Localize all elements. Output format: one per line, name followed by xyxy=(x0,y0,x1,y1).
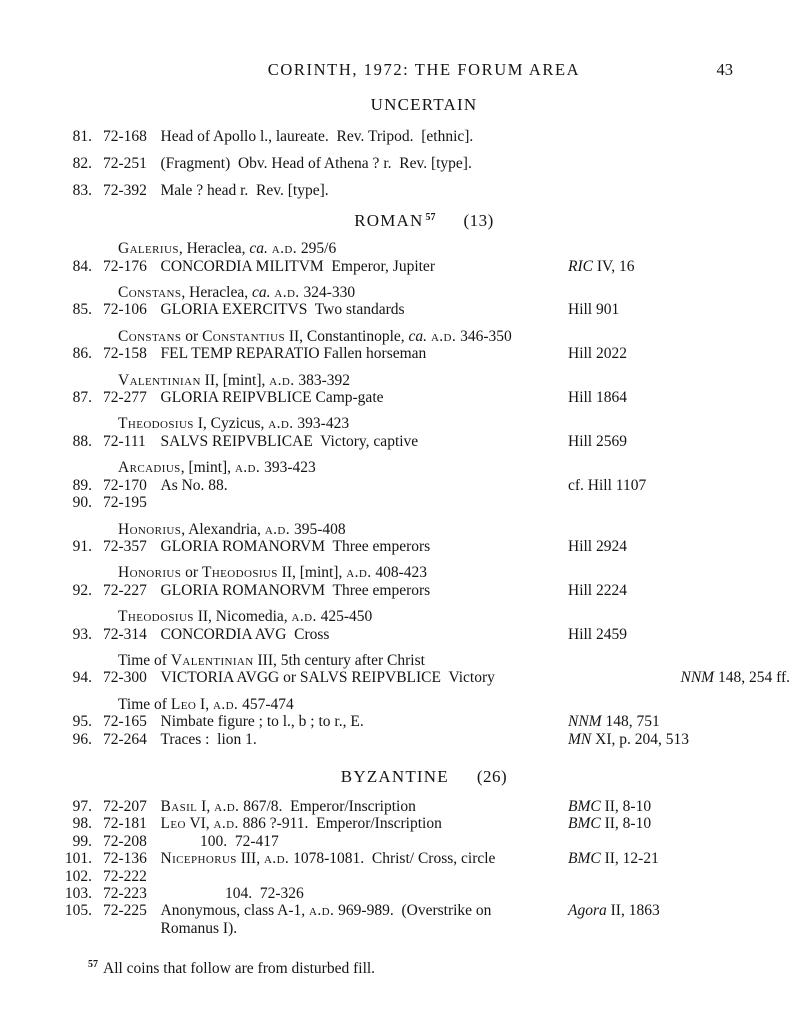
smallcaps-text: a.d. xyxy=(263,850,290,868)
plain-text: II, [mint], xyxy=(200,371,270,389)
entry-inventory-code: 72-176 xyxy=(103,257,147,275)
plain-text: 867/8. Emperor/Inscription xyxy=(239,797,416,815)
entry-row xyxy=(58,815,790,832)
italic-text: Agora xyxy=(568,902,607,920)
plain-text: VICTORIA AVGG or SALVS REIPVBLICE Victory xyxy=(160,669,495,687)
entry-reference xyxy=(568,850,792,867)
entry-inventory-code: 72-225 xyxy=(103,902,147,920)
plain-text: 1078-1081. Christ/ Cross, circle xyxy=(289,850,496,868)
plain-text: Hill 2459 xyxy=(568,625,627,643)
smallcaps-text: a.d. xyxy=(274,284,300,302)
entry-reference xyxy=(568,155,792,172)
italic-text: MN xyxy=(568,730,592,748)
plain-text: I, xyxy=(196,695,213,713)
entry-number: 82. xyxy=(72,154,92,172)
entry-row xyxy=(58,902,790,919)
plain-text: , Heraclea, xyxy=(178,240,250,258)
entry-description xyxy=(160,713,568,730)
entry-inventory-code: 72-207 xyxy=(103,797,147,815)
section-count: (26) xyxy=(476,766,508,786)
entry-reference xyxy=(568,815,792,832)
page-number: 43 xyxy=(716,60,733,79)
entry-description xyxy=(160,902,568,919)
entry-number: 99. xyxy=(72,832,92,850)
plain-text: I, xyxy=(197,797,215,815)
plain-text: 425-450 xyxy=(316,608,373,626)
smallcaps-text: a.d. xyxy=(268,415,294,433)
entry-number xyxy=(58,920,92,937)
italic-text: BMC xyxy=(568,850,601,868)
smallcaps-text: Arcadius xyxy=(118,459,181,477)
entry-row xyxy=(58,345,790,362)
entry-reference xyxy=(568,538,792,555)
entry-row xyxy=(58,669,790,686)
plain-text: Time of xyxy=(118,695,171,713)
entry-inventory-code xyxy=(92,920,160,937)
smallcaps-text: Galerius xyxy=(118,240,179,258)
entry-number: 91. xyxy=(72,537,92,555)
smallcaps-text: a.d. xyxy=(212,695,239,713)
plain-text: 393-423 xyxy=(260,459,316,477)
plain-text: Traces : lion 1. xyxy=(160,730,257,748)
entry-description xyxy=(160,182,568,199)
smallcaps-text: a.d. xyxy=(214,797,240,815)
plain-text: 295/6 xyxy=(297,240,337,258)
plain-text: 393-423 xyxy=(293,415,350,433)
plain-text: GLORIA REIPVBLICE Camp-gate xyxy=(160,389,384,407)
entry-number: 84. xyxy=(72,257,92,275)
plain-text: 148, 751 xyxy=(601,713,660,731)
entry-description xyxy=(160,582,568,599)
entry-inventory-code: 72-227 xyxy=(103,581,147,599)
section-roman xyxy=(58,211,790,748)
entry-row xyxy=(58,128,790,145)
plain-text: GLORIA ROMANORVM Three emperors xyxy=(160,581,431,599)
entry-reference xyxy=(568,389,792,406)
plain-text: II, Nicomedia, xyxy=(193,608,292,626)
entry-reference xyxy=(568,868,792,885)
entry-inventory-code: 72-170 xyxy=(103,476,147,494)
section-heading-label: UNCERTAIN xyxy=(370,95,478,114)
entry-reference xyxy=(568,626,792,643)
entry-row xyxy=(58,155,790,172)
plain-text: SALVS REIPVBLICAE Victory, captive xyxy=(160,432,419,450)
entry-number: 95. xyxy=(72,713,92,731)
plain-text: CONCORDIA AVG Cross xyxy=(160,625,330,643)
smallcaps-text: a.d. xyxy=(430,327,457,345)
smallcaps-text: a.d. xyxy=(291,608,317,626)
entry-number: 83. xyxy=(72,181,92,199)
entry-number: 97. xyxy=(72,797,92,815)
section-heading xyxy=(58,767,790,787)
smallcaps-text: Honorius xyxy=(118,520,182,538)
footnote-text: All coins that follow are from disturbed fill. xyxy=(103,960,376,978)
entry-row xyxy=(58,582,790,599)
entry-number: 88. xyxy=(72,432,92,450)
entry-reference xyxy=(568,731,792,748)
entry-reference xyxy=(568,258,792,275)
plain-text: Hill 2569 xyxy=(568,432,627,450)
entry-description xyxy=(160,885,568,902)
smallcaps-text: Constantius xyxy=(202,327,285,345)
entry-description xyxy=(160,433,568,450)
entry-inventory-code: 72-111 xyxy=(103,432,146,450)
entry-description xyxy=(160,389,568,406)
entry-row xyxy=(58,885,790,902)
entry-reference xyxy=(568,798,792,815)
entry-inventory-code: 72-222 xyxy=(103,867,147,885)
plain-text: 104. 72-326 xyxy=(225,885,304,902)
smallcaps-text: Theodosius xyxy=(118,608,194,626)
section-uncertain xyxy=(58,95,790,199)
issuer-line xyxy=(118,328,790,345)
smallcaps-text: Valentinian xyxy=(170,651,254,669)
entry-reference xyxy=(568,885,792,902)
entry-inventory-code: 72-223 xyxy=(103,885,147,902)
italic-text: NNM xyxy=(568,713,602,731)
entry-inventory-code: 72-158 xyxy=(103,345,147,363)
entry-reference xyxy=(568,301,792,318)
plain-text: , Heraclea, xyxy=(181,284,252,302)
entry-row xyxy=(58,301,790,318)
issuer-line xyxy=(118,372,790,389)
page-title: CORINTH, 1972: THE FORUM AREA xyxy=(267,60,581,79)
plain-text: II, 12-21 xyxy=(600,850,659,868)
entry-inventory-code: 72-168 xyxy=(103,128,147,145)
italic-text: NNM xyxy=(680,669,715,687)
plain-text: As No. 88. xyxy=(160,476,228,494)
footnote-ref-marker: 57 xyxy=(425,211,436,223)
plain-text: 886 ?-911. Emperor/Inscription xyxy=(238,815,442,833)
entry-number: 96. xyxy=(72,730,92,748)
entry-description xyxy=(160,626,568,643)
plain-text: Time of xyxy=(118,651,171,669)
entry-row xyxy=(58,182,790,199)
plain-text: II, 1863 xyxy=(606,902,660,920)
smallcaps-text: Nicephorus xyxy=(160,850,237,868)
coin-block xyxy=(58,415,790,450)
smallcaps-text: Leo xyxy=(160,815,186,833)
issuer-line xyxy=(118,415,790,432)
plain-text: , [mint], xyxy=(180,459,235,477)
entry-description xyxy=(160,258,568,275)
plain-text: 148, 254 ff. xyxy=(714,669,790,687)
entry-inventory-code: 72-208 xyxy=(103,832,147,850)
entry-number: 98. xyxy=(72,815,92,833)
entry-reference xyxy=(568,902,792,919)
entry-number: 90. xyxy=(72,494,92,512)
smallcaps-text: a.d. xyxy=(269,371,295,389)
entry-reference xyxy=(568,494,792,511)
entry-inventory-code: 72-136 xyxy=(103,850,147,868)
entry-row xyxy=(58,798,790,815)
plain-text: I, Cyzicus, xyxy=(193,415,269,433)
entry-number: 89. xyxy=(72,476,92,494)
smallcaps-text: a.d. xyxy=(264,520,291,538)
entry-inventory-code: 72-300 xyxy=(103,669,147,687)
plain-text: Head of Apollo l., laureate. Rev. Tripod. [ethnic]. xyxy=(160,128,474,145)
plain-text: II, 8-10 xyxy=(600,797,652,815)
entry-description xyxy=(160,798,568,815)
entry-number: 92. xyxy=(72,581,92,599)
entry-reference xyxy=(568,713,792,730)
plain-text: Nimbate figure ; to l., b ; to r., E. xyxy=(160,713,364,731)
plain-text: II, Constantinople, xyxy=(284,327,409,345)
entry-number: 86. xyxy=(72,345,92,363)
entry-description xyxy=(160,920,568,937)
plain-text: 457-474 xyxy=(238,695,294,713)
coin-block xyxy=(58,372,790,407)
plain-text: XI, p. 204, 513 xyxy=(591,730,689,748)
italic-text: ca. xyxy=(408,327,428,345)
entry-row xyxy=(58,477,790,494)
plain-text: GLORIA ROMANORVM Three emperors xyxy=(160,537,431,555)
entry-number: 103. xyxy=(64,885,92,902)
plain-text: GLORIA EXERCITVS Two standards xyxy=(160,301,405,319)
smallcaps-text: Honorius xyxy=(118,564,182,582)
plain-text: Male ? head r. Rev. [type]. xyxy=(160,181,329,199)
coin-block xyxy=(58,240,790,275)
entry-description xyxy=(160,477,568,494)
coin-block xyxy=(58,564,790,599)
entry-description xyxy=(160,731,568,748)
plain-text: (Fragment) Obv. Head of Athena ? r. Rev. [type]. xyxy=(160,154,472,172)
running-header xyxy=(58,60,790,82)
plain-text: or xyxy=(181,327,203,345)
entry-number: 94. xyxy=(72,669,92,687)
smallcaps-text: Constans xyxy=(118,327,182,345)
plain-text: 395-408 xyxy=(290,520,346,538)
entry-description xyxy=(160,494,568,511)
smallcaps-text: Basil xyxy=(160,797,198,815)
plain-text: or xyxy=(181,564,202,582)
entry-inventory-code: 72-314 xyxy=(103,625,147,643)
entry-number: 102. xyxy=(64,867,92,885)
entry-row xyxy=(58,850,790,867)
plain-text: , Alexandria, xyxy=(181,520,265,538)
italic-text: RIC xyxy=(568,257,593,275)
entry-row xyxy=(58,920,790,937)
entry-row xyxy=(58,494,790,511)
entry-inventory-code: 72-277 xyxy=(103,389,147,407)
coin-block xyxy=(58,521,790,556)
coin-block xyxy=(58,652,790,687)
plain-text: 100. 72-417 xyxy=(200,832,279,850)
smallcaps-text: a.d. xyxy=(271,240,298,258)
entry-number: 101. xyxy=(64,850,92,868)
coin-block xyxy=(58,128,790,199)
smallcaps-text: Theodosius xyxy=(201,564,278,582)
entry-description xyxy=(160,850,568,867)
plain-text: 383-392 xyxy=(294,371,351,389)
entry-reference xyxy=(568,345,792,362)
entry-description xyxy=(160,833,568,850)
plain-text: IV, 16 xyxy=(592,257,635,275)
entry-inventory-code: 72-195 xyxy=(103,494,147,512)
entry-reference xyxy=(568,477,792,494)
entry-reference xyxy=(568,582,792,599)
entry-row xyxy=(58,833,790,850)
plain-text: CONCORDIA MILITVM Emperor, Jupiter xyxy=(160,257,435,275)
entry-reference xyxy=(568,433,792,450)
issuer-line xyxy=(118,652,790,669)
plain-text: II, [mint], xyxy=(277,564,347,582)
smallcaps-text: Theodosius xyxy=(118,415,194,433)
entry-number: 85. xyxy=(72,301,92,319)
plain-text: Hill 901 xyxy=(568,301,620,319)
entry-description xyxy=(160,155,568,172)
entry-reference xyxy=(568,920,792,937)
entry-inventory-code: 72-251 xyxy=(103,154,147,172)
entry-inventory-code: 72-392 xyxy=(103,181,147,199)
plain-text: III, xyxy=(236,850,264,868)
entry-reference xyxy=(568,182,792,199)
catalog-sections xyxy=(58,95,790,937)
coin-block xyxy=(58,696,790,748)
plain-text: FEL TEMP REPARATIO Fallen horseman xyxy=(160,345,427,363)
smallcaps-text: Valentinian xyxy=(118,371,201,389)
entry-inventory-code: 72-165 xyxy=(103,713,147,731)
smallcaps-text: a.d. xyxy=(213,815,239,833)
issuer-line xyxy=(118,240,790,257)
entry-description xyxy=(160,669,680,686)
plain-text: II, 8-10 xyxy=(600,815,652,833)
entry-inventory-code: 72-106 xyxy=(103,301,147,319)
entry-row xyxy=(58,626,790,643)
smallcaps-text: a.d. xyxy=(346,564,372,582)
entry-inventory-code: 72-264 xyxy=(103,730,147,748)
plain-text: III, 5th century after Christ xyxy=(253,651,425,669)
entry-number: 81. xyxy=(72,128,92,145)
entry-reference xyxy=(568,833,792,850)
italic-text: ca. xyxy=(249,240,268,258)
entry-inventory-code: 72-181 xyxy=(103,815,147,833)
entry-row xyxy=(58,538,790,555)
italic-text: BMC xyxy=(568,797,601,815)
italic-text: ca. xyxy=(251,284,271,302)
issuer-line xyxy=(118,696,790,713)
plain-text: Hill 2224 xyxy=(568,581,627,599)
coin-block xyxy=(58,608,790,643)
section-heading-label: ROMAN xyxy=(354,211,424,231)
plain-text: Hill 2924 xyxy=(568,537,627,555)
coin-block xyxy=(58,459,790,511)
entry-description xyxy=(160,345,568,362)
smallcaps-text: Constans xyxy=(118,284,182,302)
plain-text: 969-989. (Overstrike on xyxy=(334,902,492,920)
footnote-marker: 57 xyxy=(88,959,98,971)
entry-row xyxy=(58,868,790,885)
entry-description xyxy=(160,301,568,318)
coin-block xyxy=(58,284,790,319)
plain-text: VI, xyxy=(185,815,214,833)
entry-row xyxy=(58,713,790,730)
italic-text: BMC xyxy=(568,815,601,833)
issuer-line xyxy=(118,459,790,476)
entry-row xyxy=(58,258,790,275)
section-byzantine xyxy=(58,767,790,937)
section-heading xyxy=(58,95,790,115)
plain-text: 408-423 xyxy=(371,564,428,582)
issuer-line xyxy=(118,521,790,538)
issuer-line xyxy=(118,564,790,581)
section-heading xyxy=(58,211,790,231)
entry-description xyxy=(160,128,568,145)
coin-block xyxy=(58,798,790,937)
plain-text: cf. Hill 1107 xyxy=(568,476,647,494)
plain-text: 346-350 xyxy=(456,327,512,345)
entry-description xyxy=(160,868,568,885)
section-heading-label: BYZANTINE xyxy=(340,766,449,786)
entry-reference xyxy=(568,128,792,145)
entry-number: 87. xyxy=(72,389,92,407)
plain-text: Hill 1864 xyxy=(568,389,627,407)
entry-row xyxy=(58,389,790,406)
smallcaps-text: a.d. xyxy=(234,459,261,477)
plain-text: Hill 2022 xyxy=(568,345,627,363)
section-count: (13) xyxy=(463,211,494,231)
issuer-line xyxy=(118,284,790,301)
entry-row xyxy=(58,731,790,748)
smallcaps-text: Leo xyxy=(170,695,197,713)
plain-text: Romanus I). xyxy=(160,919,238,937)
smallcaps-text: a.d. xyxy=(309,902,335,920)
plain-text: 324-330 xyxy=(299,284,356,302)
entry-inventory-code: 72-357 xyxy=(103,537,147,555)
entry-reference xyxy=(680,669,790,686)
issuer-line xyxy=(118,608,790,625)
entry-number: 93. xyxy=(72,625,92,643)
entry-description xyxy=(160,538,568,555)
entry-description xyxy=(160,815,568,832)
plain-text: Anonymous, class A-1, xyxy=(160,902,310,920)
footnote xyxy=(88,959,790,978)
entry-row xyxy=(58,433,790,450)
coin-block xyxy=(58,328,790,363)
entry-number: 105. xyxy=(64,902,92,920)
